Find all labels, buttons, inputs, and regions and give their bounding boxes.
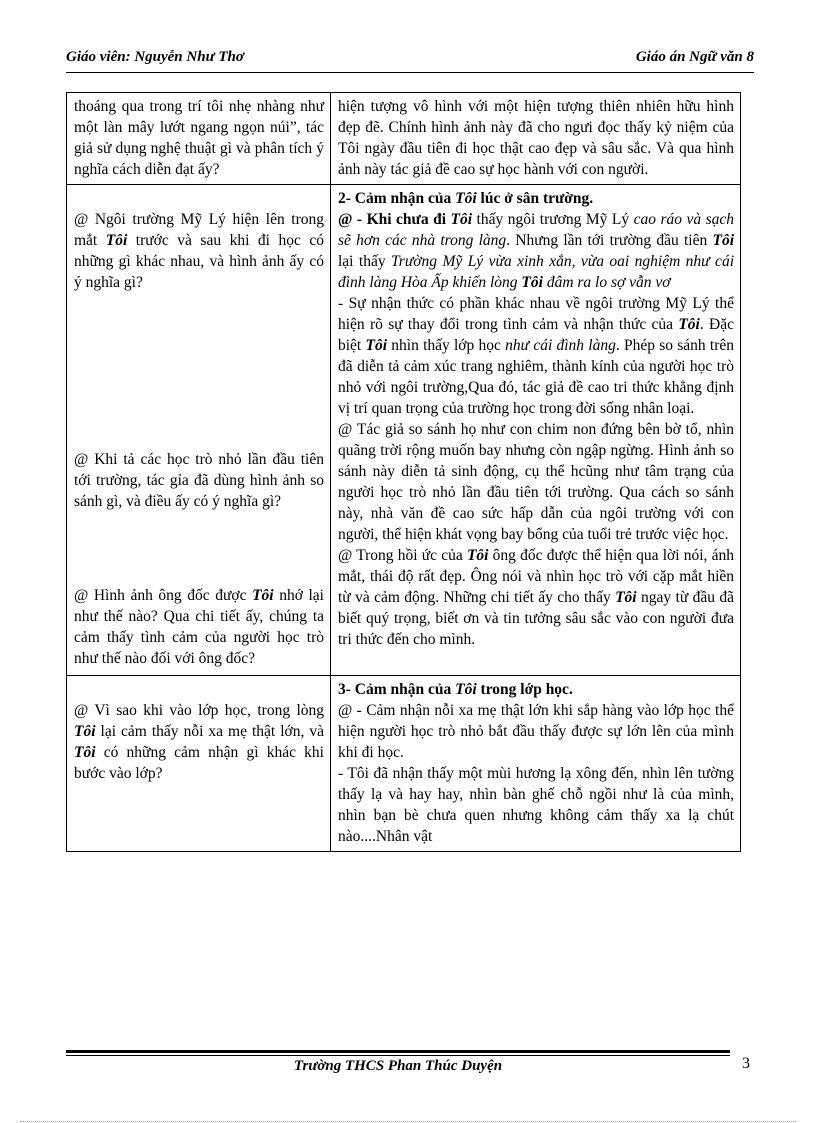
teacher-name: Giáo viên: Nguyễn Như Thơ (66, 49, 244, 65)
question-school: @ Ngôi trường Mỹ Lý hiện lên trong mắt Tôi trước và sau khi đi học có những gì khác nhau, và hình ảnh ấy có ý nghĩa gì? (74, 211, 325, 291)
answer-cell (331, 185, 741, 676)
question-cell (67, 93, 331, 185)
answer-text: hiện tượng vô hình với một hiện tượng thiên nhiên hữu hình đẹp đẽ. Chính hình ảnh này đã cho ngưi đọc thấy kỷ niệm của Tôi ngày đầu tiên đi học thật cao đẹp và sâu sắc. Và qua hình ảnh này tác giả đề cao sự học hành với con người. (338, 98, 734, 178)
question-cell (67, 185, 331, 676)
school-name: Trường THCS Phan Thúc Duyện (293, 1058, 503, 1074)
question-cell (67, 676, 331, 852)
table-row (67, 676, 741, 852)
question-classroom: @ Vì sao khi vào lớp học, trong lòng Tôi lại cảm thấy nỗi xa mẹ thật lớn, và Tôi có những cảm nhận gì khác khi bước vào lớp? (74, 702, 324, 782)
question-principal: @ Hình ảnh ông đốc được Tôi nhớ lại như thế nào? Qua chi tiết ấy, chúng ta cảm thấy tình cảm của người học trò như thế nào đối với ông đốc? (74, 587, 324, 667)
table-row (67, 93, 741, 185)
answer-classroom-2: - Tôi đã nhận thấy một mùi hương lạ xông đến, nhìn lên tường thấy lạ và hay hay, nhìn bàn ghế chỗ ngồi như là của mình, nhìn bạn bè chưa quen nhưng không cảm thấy xa lạ chút nào....Nhân vật (338, 765, 734, 845)
lesson-plan-title: Giáo án Ngữ văn 8 (635, 49, 754, 65)
footer-divider-thick (66, 1050, 730, 1053)
question-text: thoáng qua trong trí tôi nhẹ nhàng như một làn mây lướt ngang ngọn núi”, tác giả sử dụng nghệ thuật gì và phân tích ý nghĩa cách diễn đạt ấy? (74, 98, 324, 178)
section-heading-3: 3- Cảm nhận của Tôi trong lớp học. (338, 681, 573, 698)
answer-school-1: @ - Khi chưa đi Tôi thấy ngôi trương Mỹ Lý cao ráo và sạch sẽ hơn các nhà trong làng. Nhưng lần tới trường đầu tiên Tôi lại thấy Trường Mỹ Lý vừa xinh xắn, vừa oai nghiệm như cái đình làng Hòa Ấp khiến lòng Tôi đâm ra lo sợ vẫn vơ (338, 211, 735, 291)
table-row (67, 185, 741, 676)
answer-classroom-1: @ - Cảm nhận nỗi xa mẹ thật lớn khi sắp hàng vào lớp học thể hiện người học trò nhỏ bắt đầu thấy được sự lớn lên của mình khi đi học. (338, 702, 734, 761)
answer-students: @ Tác giả so sánh họ như con chim non đứng bên bờ tổ, nhìn quãng trời rộng muốn bay nhưng còn ngập ngừng. Hình ảnh so sánh này diễn tả sinh động, cụ thể hcũng như tâm trạng của người học trò nhỏ lần đầu tiên tới trường. Qua cách so sánh này, nhà văn đề cao sức hấp dẫn của ngôi trường với con người, thể hiện khát vọng bay bổng của tuổi trẻ trước việc học. (338, 421, 734, 543)
answer-cell (331, 93, 741, 185)
question-students: @ Khi tả các học trò nhỏ lần đầu tiên tới trường, tác gỉa đã dùng hình ảnh so sánh gì, và điều ấy có ý nghĩa gì? (74, 451, 324, 510)
header-divider (66, 72, 754, 73)
answer-principal: @ Trong hồi ức của Tôi ông đốc được thể hiện qua lời nói, ánh mắt, thái độ rất đẹp. Ông nói và nhìn học trò với cặp mắt hiền từ và cảm động. Những chi tiết ấy cho thấy Tôi ngay từ đầu đã biết quý trọng, biết ơn và tin tưởng sâu sắc vào con người đưa tri thức đến cho mình. (338, 547, 734, 648)
answer-cell (331, 676, 741, 852)
footer-divider-thin (66, 1055, 730, 1056)
answer-school-2: - Sự nhận thức có phần khác nhau về ngôi trường Mỹ Lý thể hiện rõ sự thay đổi trong tình cảm và nhận thức của Tôi. Đặc biệt Tôi nhìn thấy lớp học như cái đình làng. Phép so sánh trên đã diễn tả cảm xúc trang nghiêm, thành kính của người học trò nhỏ với ngôi trường,Qua đó, tác giả đề cao tri thức khẳng định vị trí quan trọng của trường học trong đời sống nhân loại. (338, 295, 734, 417)
page-number: 3 (742, 1055, 750, 1072)
lesson-table (66, 92, 741, 852)
page-edge (20, 1121, 796, 1122)
section-heading-2: 2- Cảm nhận của Tôi lúc ở sân trường. (338, 190, 594, 207)
page-header (66, 49, 754, 71)
